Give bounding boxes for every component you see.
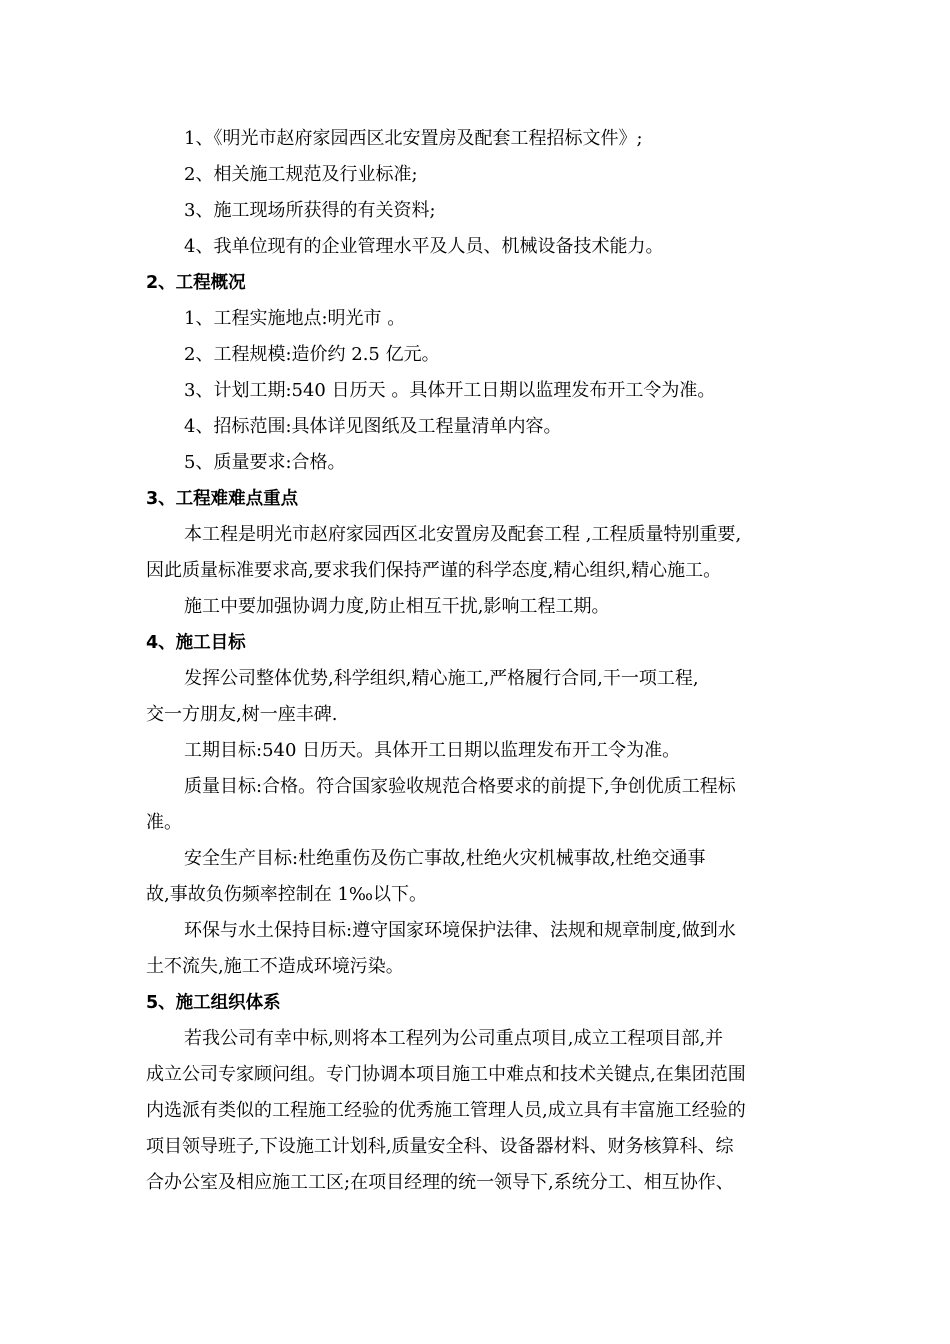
quality-goal-line-1: 质量目标:合格。符合国家验收规范合格要求的前提下,争创优质工程标 [184,776,736,797]
section-3-heading: 3、工程难难点重点 [146,489,299,509]
overview-item-4: 4、招标范围:具体详见图纸及工程量清单内容。 [184,416,562,437]
basis-item-3: 3、施工现场所获得的有关资料; [184,200,436,221]
basis-item-4: 4、我单位现有的企业管理水平及人员、机械设备技术能力。 [184,236,664,257]
section-2-heading: 2、工程概况 [146,273,246,293]
overview-item-2: 2、工程规模:造价约 2.5 亿元。 [184,344,440,365]
difficulty-paragraph-1-line-1: 本工程是明光市赵府家园西区北安置房及配套工程 ,工程质量特别重要, [184,524,742,545]
overview-item-3: 3、计划工期:540 日历天 。具体开工日期以监理发布开工令为准。 [184,380,716,401]
overview-item-1: 1、工程实施地点:明光市 。 [184,308,406,329]
environment-goal-line-1: 环保与水土保持目标:遵守国家环境保护法律、法规和规章制度,做到水 [184,920,736,941]
organization-line-5: 合办公室及相应施工工区;在项目经理的统一领导下,系统分工、相互协作、 [146,1172,734,1193]
overview-item-5: 5、质量要求:合格。 [184,452,346,473]
section-5-heading: 5、施工组织体系 [146,993,281,1013]
organization-line-4: 项目领导班子,下设施工计划科,质量安全科、设备器材料、财务核算科、综 [146,1136,734,1157]
safety-goal-line-2: 故,事故负伤频率控制在 1‰以下。 [146,884,428,905]
difficulty-paragraph-1-line-2: 因此质量标准要求高,要求我们保持严谨的科学态度,精心组织,精心施工。 [146,560,722,581]
goal-paragraph-1-line-2: 交一方朋友,树一座丰碑. [146,704,338,725]
difficulty-paragraph-2: 施工中要加强协调力度,防止相互干扰,影响工程工期。 [184,596,610,617]
organization-line-2: 成立公司专家顾问组。专门协调本项目施工中难点和技术关键点,在集团范围 [146,1064,746,1085]
section-4-heading: 4、施工目标 [146,633,246,653]
basis-item-1: 1、《明光市赵府家园西区北安置房及配套工程招标文件》; [184,128,643,149]
basis-item-2: 2、相关施工规范及行业标准; [184,164,418,185]
safety-goal-line-1: 安全生产目标:杜绝重伤及伤亡事故,杜绝火灾机械事故,杜绝交通事 [184,848,706,869]
organization-line-1: 若我公司有幸中标,则将本工程列为公司重点项目,成立工程项目部,并 [184,1028,724,1049]
environment-goal-line-2: 土不流失,施工不造成环境污染。 [146,956,404,977]
organization-line-3: 内选派有类似的工程施工经验的优秀施工管理人员,成立具有丰富施工经验的 [146,1100,746,1121]
quality-goal-line-2: 准。 [146,812,182,833]
schedule-goal: 工期目标:540 日历天。具体开工日期以监理发布开工令为准。 [184,740,681,761]
goal-paragraph-1-line-1: 发挥公司整体优势,科学组织,精心施工,严格履行合同,干一项工程, [184,668,699,689]
